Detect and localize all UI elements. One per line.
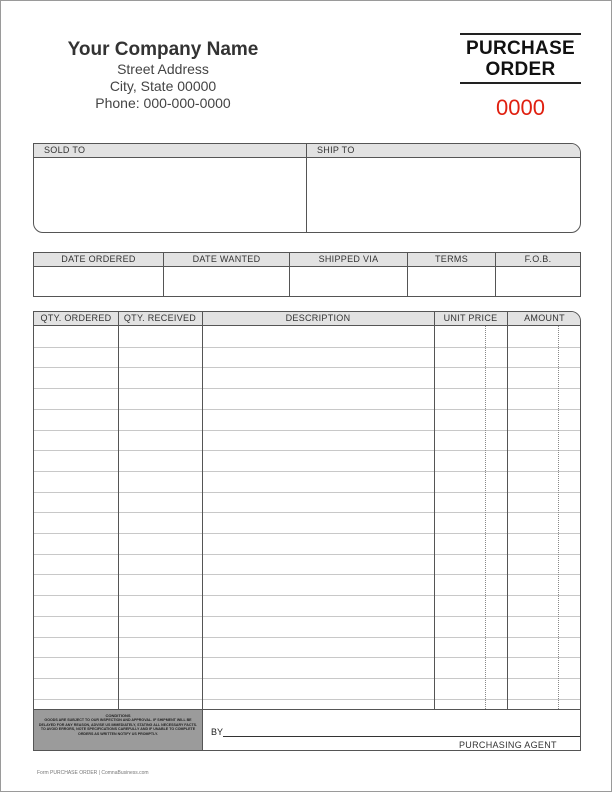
- purchasing-agent-label: PURCHASING AGENT: [459, 740, 557, 750]
- table-row-line: [34, 450, 580, 451]
- form-title: [460, 33, 581, 84]
- company-street: Street Address: [117, 61, 209, 77]
- signature-line: [223, 736, 580, 737]
- table-row-line: [34, 388, 580, 389]
- table-row-line: [34, 347, 580, 348]
- table-row-line: [34, 512, 580, 513]
- cents-divider: [485, 326, 486, 709]
- conditions-title: CONDITIONS: [105, 713, 131, 718]
- date-wanted-header: DATE WANTED: [164, 253, 289, 267]
- column-divider: [507, 312, 508, 709]
- table-row-line: [34, 430, 580, 431]
- terms-header: TERMS: [408, 253, 495, 267]
- fob-header: F.O.B.: [496, 253, 580, 267]
- table-row-line: [34, 492, 580, 493]
- amount-header: AMOUNT: [524, 313, 565, 323]
- conditions-box: [34, 709, 202, 751]
- form-footer: Form PURCHASE ORDER | ComnaBusiness.com: [37, 770, 149, 776]
- company-phone: Phone: 000-000-0000: [95, 95, 231, 111]
- column-divider: [434, 312, 435, 709]
- order-info-table: [33, 252, 581, 297]
- table-row-line: [34, 637, 580, 638]
- signature-area: [202, 709, 580, 751]
- ship-to-section: [307, 144, 580, 232]
- table-row-line: [34, 533, 580, 534]
- company-name: Your Company Name: [67, 39, 259, 60]
- po-number: 0000: [496, 95, 545, 120]
- conditions-text: GOODS ARE SUBJECT TO OUR INSPECTION AND APPROVAL. IF SHIPMENT WILL BE DELAYED FOR ANY REASON, ADVISE US IMMEDIATELY, STATING ALL NECESSARY FACTS. TO AVOID ERRORS, NOTE SPECIFICATIONS CAREFULLY AND IF UNABLE TO COMPLETE ORDERS AS WRITTEN NOTIFY US PROMPTLY.: [38, 718, 198, 736]
- table-row-line: [34, 409, 580, 410]
- table-row-line: [34, 699, 580, 700]
- date-ordered-header: DATE ORDERED: [34, 253, 163, 267]
- form-title-line1: PURCHASE: [465, 38, 576, 59]
- column-divider: [118, 312, 119, 709]
- date-wanted-cell: [164, 253, 290, 296]
- qty-ordered-header: QTY. ORDERED: [40, 313, 112, 323]
- description-header: DESCRIPTION: [285, 313, 351, 323]
- sold-to-section: [34, 144, 307, 232]
- form-title-line2: ORDER: [485, 59, 556, 80]
- shipped-via-cell: [290, 253, 408, 296]
- shipped-via-header: SHIPPED VIA: [290, 253, 407, 267]
- sold-to-label: SOLD TO: [34, 144, 306, 158]
- ship-to-label: SHIP TO: [307, 144, 580, 158]
- cents-divider: [558, 326, 559, 709]
- table-row-line: [34, 595, 580, 596]
- terms-cell: [408, 253, 496, 296]
- line-items-header-row: [34, 312, 580, 326]
- table-row-line: [34, 367, 580, 368]
- fob-cell: [496, 253, 580, 296]
- unit-price-header: UNIT PRICE: [443, 313, 498, 323]
- table-row-line: [34, 678, 580, 679]
- column-divider: [202, 312, 203, 709]
- address-box: [33, 143, 581, 233]
- company-city: City, State 00000: [109, 78, 217, 94]
- table-row-line: [34, 616, 580, 617]
- line-items-table: [33, 311, 581, 751]
- date-ordered-cell: [34, 253, 164, 296]
- by-label: BY: [211, 727, 224, 737]
- company-block: [43, 39, 283, 112]
- qty-received-header: QTY. RECEIVED: [123, 313, 197, 323]
- table-row-line: [34, 657, 580, 658]
- table-row-line: [34, 471, 580, 472]
- table-row-line: [34, 574, 580, 575]
- table-row-line: [34, 554, 580, 555]
